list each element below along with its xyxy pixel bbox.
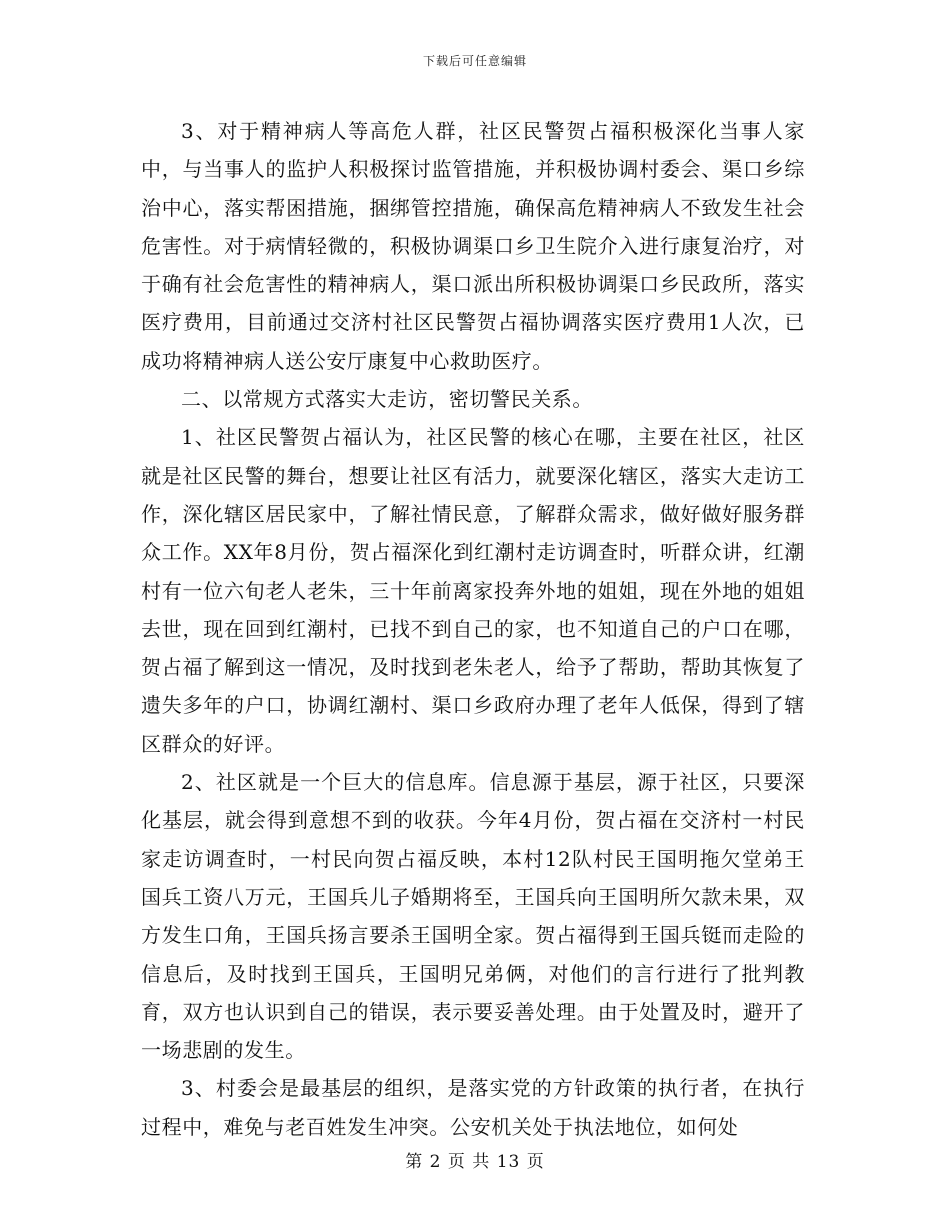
paragraph-mental-patients: 3、对于精神病人等高危人群，社区民警贺占福积极深化当事人家中，与当事人的监护人积极探讨监管措施，并积极协调村委会、渠口乡综治中心，落实帮困措施，捆绑管控措施，确保高危精神病人不致发生社会危害性。对于病情轻微的，积极协调渠口乡卫生院介入进行康复治疗，对于确有社会危害性的精神病人，渠口派出所积极协调渠口乡民政所，落实医疗费用，目前通过交济村社区民警贺占福协调落实医疗费用1人次，已成功将精神病人送公安厅康复中心救助医疗。 xyxy=(141,119,805,373)
document-body xyxy=(141,112,805,1146)
section-heading-visits: 二、以常规方式落实大走访，密切警民关系。 xyxy=(181,387,593,412)
paragraph-community-stage: 1、社区民警贺占福认为，社区民警的核心在哪，主要在社区，社区就是社区民警的舞台，想要让社区有活力，就要深化辖区，落实大走访工作，深化辖区居民家中，了解社情民意，了解群众需求，做好做好服务群众工作。XX年8月份，贺占福深化到红潮村走访调查时，听群众讲，红潮村有一位六旬老人老朱，三十年前离家投奔外地的姐姐，现在外地的姐姐去世，现在回到红潮村，已找不到自己的家，也不知道自己的户口在哪，贺占福了解到这一情况，及时找到老朱老人，给予了帮助，帮助其恢复了遗失多年的户口，协调红潮村、渠口乡政府办理了老年人低保，得到了辖区群众的好评。 xyxy=(141,425,805,756)
paragraph-village-committee: 3、村委会是最基层的组织，是落实党的方针政策的执行者，在执行过程中，难免与老百姓发生冲突。公安机关处于执法地位，如何处 xyxy=(141,1076,805,1139)
page-header: 下载后可任意编辑 xyxy=(422,54,527,68)
page-number-footer: 第 2 页 共 13 页 xyxy=(405,1152,545,1172)
paragraph-information-base: 2、社区就是一个巨大的信息库。信息源于基层，源于社区，只要深化基层，就会得到意想不到的收获。今年4月份，贺占福在交济村一村民家走访调查时，一村民向贺占福反映，本村12队村民王国明拖欠堂弟王国兵工资八万元，王国兵儿子婚期将至，王国兵向王国明所欠款未果，双方发生口角，王国兵扬言要杀王国明全家。贺占福得到王国兵铤而走险的信息后，及时找到王国兵，王国明兄弟俩，对他们的言行进行了批判教育，双方也认识到自己的错误，表示要妥善处理。由于处置及时，避开了一场悲剧的发生。 xyxy=(141,770,805,1063)
